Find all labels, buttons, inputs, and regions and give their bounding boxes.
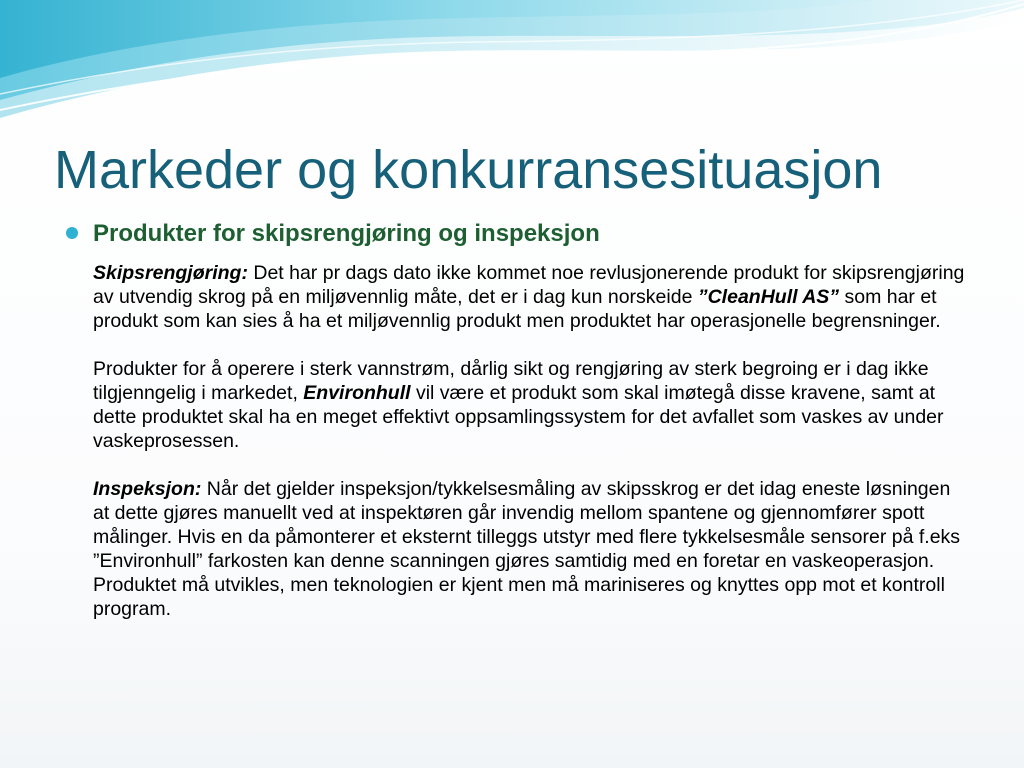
slide-content [66, 218, 966, 621]
paragraph-emphasis: Environhull [303, 382, 411, 404]
paragraph-label: Skipsrengjøring: [93, 262, 248, 284]
paragraph-text: Det har pr dags dato ikke kommet noe revlusjonerende produkt for skipsrengjøring av utvendig skrog på en miljøvennlig måte, det er i dag kun norskeide [93, 262, 965, 308]
paragraph-emphasis: ”CleanHull AS” [697, 286, 840, 308]
paragraph-inspeksjon [93, 477, 966, 621]
slide-title: Markeder og konkurransesituasjon [54, 140, 883, 200]
paragraph-text: som har et produkt som kan sies å ha et miljøvennlig produkt men produktet har operasjonelle begrensninger. [93, 286, 941, 332]
paragraph-text: vil være et produkt som skal imøtegå disse kravene, samt at dette produktet skal ha en meget effektivt oppsamlingssystem for det avfallet som vaskes av under vaskeprosessen. [93, 382, 944, 452]
bullet-dot-icon [66, 227, 78, 239]
bullet-item [66, 218, 966, 250]
paragraph-skipsrengjoring [93, 261, 966, 333]
header-wave-decoration [0, 0, 1024, 130]
paragraph-text: Produkter for å operere i sterk vannstrøm, dårlig sikt og rengjøring av sterk begroing er i dag ikke tilgjenngelig i markedet, [93, 358, 929, 404]
bullet-text: Produkter for skipsrengjøring og inspeksjon [93, 220, 600, 247]
paragraph-group [66, 261, 966, 621]
paragraph-label: Inspeksjon: [93, 478, 202, 500]
paragraph-text: Når det gjelder inspeksjon/tykkelsesmåling av skipsskrog er det idag eneste løsningen at dette gjøres manuellt ved at inspektøren går invendig mellom spantene og gjennomfører spott målinger. Hvis en da påmonterer et eksternt tilleggs utstyr med flere tykkelsesmåle sensorer på f.eks ”Environhull” farkosten kan denne scanningen gjøres samtidig med en foretar en vaskeoperasjon. Produktet må utvikles, men teknologien er kjent men må mariniseres og knyttes opp mot et kontroll program. [93, 478, 961, 620]
paragraph-produkter [93, 357, 966, 453]
